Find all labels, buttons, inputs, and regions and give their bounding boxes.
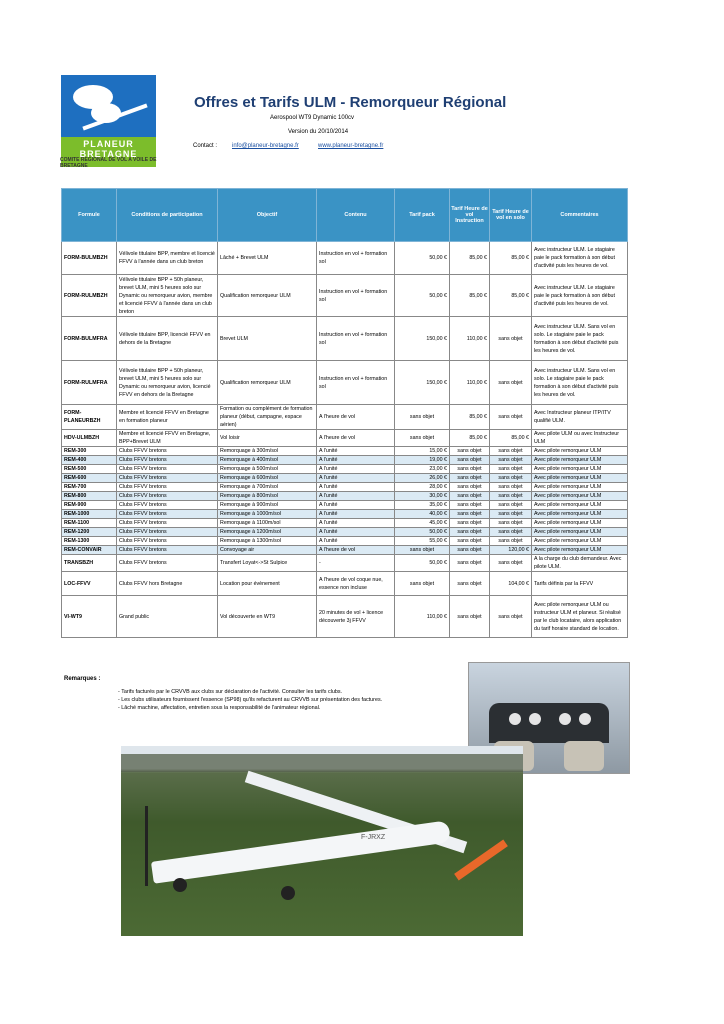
table-cell: REM-1100 — [62, 519, 117, 528]
table-cell: Remorquage à 1000m/sol — [218, 510, 317, 519]
table-cell: sans objet — [450, 519, 490, 528]
table-cell: Avec instructeur ULM. Le stagiaire paie le pack formation à son début d'activité puis les heures de vol. — [532, 242, 628, 275]
table-row — [62, 430, 628, 447]
table-cell: sans objet — [490, 519, 532, 528]
table-row — [62, 405, 628, 430]
table-row — [62, 510, 628, 519]
table-cell: Avec pilote remorqueur ULM — [532, 483, 628, 492]
table-cell: 110,00 € — [395, 596, 450, 638]
table-header-row — [62, 189, 628, 242]
table-cell: Convoyage air — [218, 546, 317, 555]
table-cell: 85,00 € — [450, 430, 490, 447]
table-cell: sans objet — [490, 483, 532, 492]
table-cell: LOC-FFVV — [62, 572, 117, 596]
table-cell: sans objet — [450, 528, 490, 537]
table-cell: 26,00 € — [395, 474, 450, 483]
table-cell: 85,00 € — [490, 430, 532, 447]
table-row — [62, 242, 628, 275]
table-cell: Vélivole titulaire BPP + 50h planeur, brevet ULM, mini 5 heures solo sur Dynamic ou remorqueur avion, licencié FFVV en dehors de la Bretagne — [117, 361, 218, 405]
table-cell: Avec pilote remorqueur ULM — [532, 492, 628, 501]
column-header: Conditions de participation — [117, 189, 218, 242]
table-cell: Instruction en vol + formation sol — [317, 275, 395, 317]
table-cell: Clubs FFVV bretons — [117, 501, 218, 510]
logo-caption: COMITE REGIONAL DE VOL A VOILE DE BRETAGNE — [60, 157, 157, 169]
table-cell: Qualification remorqueur ULM — [218, 361, 317, 405]
table-cell: sans objet — [490, 456, 532, 465]
table-cell: REM-300 — [62, 447, 117, 456]
table-cell: Clubs FFVV hors Bretagne — [117, 572, 218, 596]
table-cell: Clubs FFVV bretons — [117, 537, 218, 546]
table-cell: sans objet — [490, 474, 532, 483]
table-cell: Clubs FFVV bretons — [117, 492, 218, 501]
table-cell: REM-500 — [62, 465, 117, 474]
table-cell: Avec instructeur ULM. Sans vol en solo. Le stagiaire paie le pack formation à son début d'activité puis les heures de vol. — [532, 361, 628, 405]
table-cell: A l'unité — [317, 501, 395, 510]
table-cell: 30,00 € — [395, 492, 450, 501]
remark-item: - Lâché machine, affectation, entretien sous la responsabilité de l'animateur régional. — [118, 705, 321, 711]
table-cell: 120,00 € — [490, 546, 532, 555]
table-cell: FORM-RULMFRA — [62, 361, 117, 405]
table-cell: sans objet — [450, 483, 490, 492]
table-cell: Instruction en vol + formation sol — [317, 242, 395, 275]
table-row — [62, 528, 628, 537]
table-row — [62, 361, 628, 405]
table-cell: Vol loisir — [218, 430, 317, 447]
table-cell: Remorquage à 1100m/sol — [218, 519, 317, 528]
table-cell: REM-800 — [62, 492, 117, 501]
gauge-icon — [579, 713, 591, 725]
logo-line1: PLANEUR — [83, 139, 134, 149]
table-cell: Remorquage à 1200m/sol — [218, 528, 317, 537]
table-cell: 55,00 € — [395, 537, 450, 546]
table-cell: sans objet — [490, 361, 532, 405]
instrument-panel — [489, 703, 609, 743]
table-cell: Remorquage à 400m/sol — [218, 456, 317, 465]
table-cell: sans objet — [450, 474, 490, 483]
table-cell: TRANSBZH — [62, 555, 117, 572]
table-cell: 150,00 € — [395, 361, 450, 405]
table-cell: Remorquage à 800m/sol — [218, 492, 317, 501]
table-cell: 85,00 € — [450, 405, 490, 430]
table-cell: sans objet — [490, 447, 532, 456]
table-cell: Avec pilote remorqueur ULM — [532, 465, 628, 474]
table-cell: Instruction en vol + formation sol — [317, 317, 395, 361]
table-cell: sans objet — [450, 572, 490, 596]
table-cell: Vélivole titulaire BPP, membre et licencié FFVV à l'année dans un club breton — [117, 242, 218, 275]
table-row — [62, 483, 628, 492]
table-cell: Clubs FFVV bretons — [117, 510, 218, 519]
table-cell: Remorquage à 600m/sol — [218, 474, 317, 483]
table-cell: Vélivole titulaire BPP, licencié FFVV en dehors de la Bretagne — [117, 317, 218, 361]
contact-website-link[interactable]: www.planeur-bretagne.fr — [318, 143, 384, 149]
table-cell: sans objet — [395, 572, 450, 596]
remark-item: - Les clubs utilisateurs fournissent l'essence (SP98) qu'ils refacturent au CRVVB sur présentation des factures. — [118, 697, 383, 703]
wheel — [173, 878, 187, 892]
seat — [564, 741, 604, 771]
propeller — [145, 806, 148, 886]
table-cell: REM-1200 — [62, 528, 117, 537]
table-cell: HDV-ULMBZH — [62, 430, 117, 447]
column-header: Tarif Heure de vol en solo — [490, 189, 532, 242]
table-cell: Avec instructeur ULM. Le stagiaire paie le pack formation à son début d'activité puis les heures de vol. — [532, 275, 628, 317]
table-cell: Avec pilote remorqueur ULM — [532, 447, 628, 456]
table-cell: REM-1300 — [62, 537, 117, 546]
remarks-title: Remarques : — [64, 676, 101, 682]
table-cell: sans objet — [490, 492, 532, 501]
table-cell: 19,00 € — [395, 456, 450, 465]
table-cell: A l'unité — [317, 483, 395, 492]
table-cell: 45,00 € — [395, 519, 450, 528]
table-cell: 150,00 € — [395, 317, 450, 361]
logo-text — [61, 139, 156, 159]
table-cell: Avec instructeur ULM. Sans vol en solo. Le stagiaire paie le pack formation à son début d'activité puis les heures de vol. — [532, 317, 628, 361]
remark-item: - Tarifs facturés par le CRVVB aux clubs sur déclaration de l'activité. Consulter les tarifs clubs. — [118, 689, 343, 695]
table-cell: Clubs FFVV bretons — [117, 456, 218, 465]
table-cell: sans objet — [450, 546, 490, 555]
contact-label: Contact : — [193, 143, 218, 149]
table-cell: 40,00 € — [395, 510, 450, 519]
table-cell: sans objet — [490, 510, 532, 519]
table-cell: Brevet ULM — [218, 317, 317, 361]
logo-line2: BRETAGNE — [79, 149, 138, 159]
table-cell: sans objet — [450, 465, 490, 474]
table-cell: 50,00 € — [395, 275, 450, 317]
table-cell: 104,00 € — [490, 572, 532, 596]
table-row — [62, 474, 628, 483]
table-cell: Avec pilote remorqueur ULM — [532, 456, 628, 465]
remarks-list — [118, 688, 382, 712]
table-cell: Remorquage à 500m/sol — [218, 465, 317, 474]
column-header: Tarif pack — [395, 189, 450, 242]
table-cell: FORM-RULMBZH — [62, 275, 117, 317]
table-cell: 85,00 € — [450, 275, 490, 317]
table-cell: Avec Instructeur planeur ITP/ITV qualifié ULM. — [532, 405, 628, 430]
plane-registration: F-JRXZ — [361, 834, 386, 841]
table-cell: sans objet — [395, 405, 450, 430]
table-cell: Remorquage à 900m/sol — [218, 501, 317, 510]
table-cell: Lâché + Brevet ULM — [218, 242, 317, 275]
wheel — [281, 886, 295, 900]
tree-line — [121, 754, 523, 772]
page-title: Offres et Tarifs ULM - Remorqueur Régional — [194, 94, 507, 111]
table-cell: Clubs FFVV bretons — [117, 555, 218, 572]
table-cell: Avec pilote remorqueur ULM — [532, 546, 628, 555]
table-cell: REM-900 — [62, 501, 117, 510]
table-cell: Clubs FFVV bretons — [117, 546, 218, 555]
table-cell: sans objet — [450, 596, 490, 638]
plane-fuselage — [151, 820, 451, 884]
table-cell: REM-CONVAIR — [62, 546, 117, 555]
table-row — [62, 275, 628, 317]
gauge-icon — [529, 713, 541, 725]
table-row — [62, 501, 628, 510]
table-cell: Clubs FFVV bretons — [117, 474, 218, 483]
table-cell: Avec pilote ULM ou avec Instructeur ULM — [532, 430, 628, 447]
table-cell: Membre et licencié FFVV en Bretagne en formation planeur — [117, 405, 218, 430]
table-cell: sans objet — [490, 501, 532, 510]
aircraft-subtitle: Aerospool WT9 Dynamic 100cv — [270, 115, 355, 121]
table-cell: Clubs FFVV bretons — [117, 447, 218, 456]
table-cell: A l'unité — [317, 528, 395, 537]
table-cell: A l'unité — [317, 474, 395, 483]
table-cell: Qualification remorqueur ULM — [218, 275, 317, 317]
column-header: Formule — [62, 189, 117, 242]
table-cell: A l'heure de vol — [317, 405, 395, 430]
table-cell: Clubs FFVV bretons — [117, 519, 218, 528]
table-cell: sans objet — [490, 537, 532, 546]
table-cell: Avec pilote remorqueur ULM — [532, 501, 628, 510]
table-cell: A l'unité — [317, 456, 395, 465]
table-cell: Location pour évènement — [218, 572, 317, 596]
table-cell: Tarifs définis par la FFVV — [532, 572, 628, 596]
table-cell: A l'unité — [317, 492, 395, 501]
table-cell: sans objet — [490, 528, 532, 537]
table-cell: sans objet — [450, 456, 490, 465]
table-cell: A l'unité — [317, 537, 395, 546]
table-cell: Remorquage à 700m/sol — [218, 483, 317, 492]
table-cell: REM-1000 — [62, 510, 117, 519]
table-cell: sans objet — [490, 317, 532, 361]
table-cell: REM-600 — [62, 474, 117, 483]
table-cell: Avec pilote remorqueur ULM — [532, 474, 628, 483]
table-cell: Remorquage à 300m/sol — [218, 447, 317, 456]
gauge-icon — [509, 713, 521, 725]
table-row — [62, 546, 628, 555]
planeur-bretagne-logo — [61, 75, 156, 167]
table-cell: REM-700 — [62, 483, 117, 492]
table-cell: FORM-PLANEURBZH — [62, 405, 117, 430]
table-cell: Formation ou complément de formation planeur (début, campagne, espace aérien) — [218, 405, 317, 430]
table-cell: sans objet — [450, 492, 490, 501]
table-cell: A l'unité — [317, 447, 395, 456]
table-cell: sans objet — [395, 430, 450, 447]
table-cell: REM-400 — [62, 456, 117, 465]
table-row — [62, 596, 628, 638]
column-header: Tarif Heure de vol Instruction — [450, 189, 490, 242]
table-cell: 28,00 € — [395, 483, 450, 492]
table-cell: A l'heure de vol — [317, 546, 395, 555]
tarifs-table — [61, 188, 628, 638]
table-cell: 85,00 € — [490, 242, 532, 275]
table-row — [62, 456, 628, 465]
table-cell: A l'unité — [317, 510, 395, 519]
table-cell: FORM-BULMBZH — [62, 242, 117, 275]
table-cell: Avec pilote remorqueur ULM ou instructeur ULM et planeur. Si réalisé par le club locataire, alors application du tarif horaire standard de location. — [532, 596, 628, 638]
gauge-icon — [559, 713, 571, 725]
table-cell: Clubs FFVV bretons — [117, 483, 218, 492]
contact-email-link[interactable]: info@planeur-bretagne.fr — [232, 143, 299, 149]
table-cell: - — [317, 555, 395, 572]
table-row — [62, 317, 628, 361]
table-cell: A la charge du club demandeur. Avec pilote ULM. — [532, 555, 628, 572]
table-cell: 15,00 € — [395, 447, 450, 456]
table-cell: sans objet — [490, 465, 532, 474]
table-cell: 35,00 € — [395, 501, 450, 510]
table-cell: A l'unité — [317, 465, 395, 474]
column-header: Commentaires — [532, 189, 628, 242]
table-cell: Avec pilote remorqueur ULM — [532, 519, 628, 528]
table-cell: Avec pilote remorqueur ULM — [532, 537, 628, 546]
table-cell: 23,00 € — [395, 465, 450, 474]
table-cell: Membre et licencié FFVV en Bretagne, BPP+Brevet ULM — [117, 430, 218, 447]
table-cell: 50,00 € — [395, 528, 450, 537]
table-cell: sans objet — [450, 510, 490, 519]
table-cell: A l'heure de vol coque nue, essence non incluse — [317, 572, 395, 596]
table-row — [62, 492, 628, 501]
table-cell: Clubs FFVV bretons — [117, 465, 218, 474]
table-cell: Avec pilote remorqueur ULM — [532, 528, 628, 537]
table-cell: 85,00 € — [490, 275, 532, 317]
table-cell: VI-WT9 — [62, 596, 117, 638]
version-date: Version du 20/10/2014 — [288, 129, 349, 135]
table-cell: A l'heure de vol — [317, 430, 395, 447]
table-cell: Vol découverte en WT9 — [218, 596, 317, 638]
table-row — [62, 447, 628, 456]
column-header: Contenu — [317, 189, 395, 242]
table-cell: 85,00 € — [450, 242, 490, 275]
table-cell: Instruction en vol + formation sol — [317, 361, 395, 405]
table-row — [62, 572, 628, 596]
table-cell: sans objet — [490, 555, 532, 572]
table-cell: 110,00 € — [450, 361, 490, 405]
table-row — [62, 519, 628, 528]
table-cell: Vélivole titulaire BPP + 50h planeur, brevet ULM, mini 5 heures solo sur Dynamic ou remorqueur avion, membre et licencié FFVV à l'année dans un club breton — [117, 275, 218, 317]
table-cell: sans objet — [450, 501, 490, 510]
table-cell: sans objet — [490, 596, 532, 638]
table-cell: Grand public — [117, 596, 218, 638]
table-cell: 110,00 € — [450, 317, 490, 361]
table-cell: Transfert Loyat<->St Sulpice — [218, 555, 317, 572]
table-cell: sans objet — [395, 546, 450, 555]
table-cell: sans objet — [490, 405, 532, 430]
wt9-dynamic-photo — [121, 746, 523, 936]
table-cell: 20 minutes de vol + licence découverte 3j FFVV — [317, 596, 395, 638]
table-cell: FORM-BULMFRA — [62, 317, 117, 361]
table-cell: Clubs FFVV bretons — [117, 528, 218, 537]
table-cell: Remorquage à 1300m/sol — [218, 537, 317, 546]
table-row — [62, 465, 628, 474]
table-cell: 50,00 € — [395, 242, 450, 275]
table-cell: A l'unité — [317, 519, 395, 528]
table-cell: Avec pilote remorqueur ULM — [532, 510, 628, 519]
table-cell: sans objet — [450, 555, 490, 572]
table-cell: sans objet — [450, 537, 490, 546]
table-row — [62, 555, 628, 572]
column-header: Objectif — [218, 189, 317, 242]
table-cell: sans objet — [450, 447, 490, 456]
table-row — [62, 537, 628, 546]
table-cell: 50,00 € — [395, 555, 450, 572]
